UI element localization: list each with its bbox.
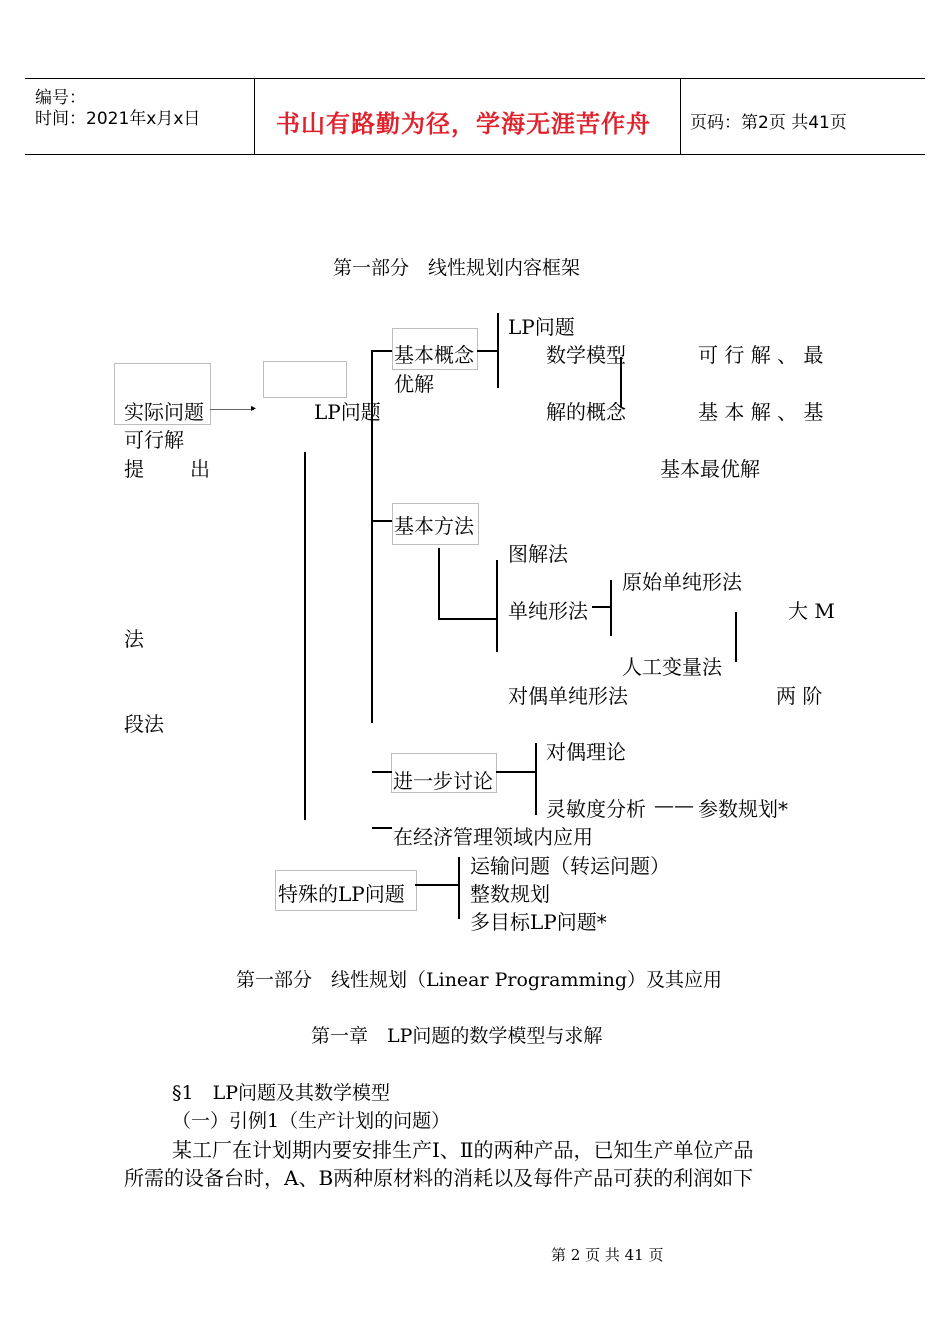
- arrow-head-icon: ▸: [251, 403, 257, 414]
- text-graphic: 图解法: [508, 542, 568, 566]
- brace-concepts: [497, 313, 499, 388]
- footer-page: 第 2 页 共 41 页: [551, 1246, 664, 1264]
- brace-further: [535, 743, 537, 815]
- text-basic-solution: 基 本 解 、 基: [698, 400, 824, 424]
- brace-simplex: [610, 580, 612, 636]
- text-two-phase: 两 阶: [776, 684, 823, 708]
- text-solution-concept: 解的概念: [546, 400, 626, 424]
- text-special: 特殊的LP问题: [278, 882, 405, 906]
- text-further: 进一步讨论: [393, 769, 493, 793]
- further-join: [496, 771, 536, 773]
- brace-concepts-join: [477, 350, 497, 352]
- spine-left: [304, 452, 306, 820]
- example-title: （一）引例1（生产计划的问题）: [172, 1110, 451, 1132]
- paragraph-line-2: 所需的设备台时，A、B两种原材料的消耗以及每件产品可获的利润如下: [124, 1166, 754, 1190]
- brace-special: [458, 857, 460, 919]
- paragraph-line-1: 某工厂在计划期内要安排生产Ⅰ、Ⅱ的两种产品，已知生产单位产品: [172, 1138, 754, 1162]
- methods-across: [438, 618, 498, 620]
- text-fa: 法: [124, 627, 144, 651]
- text-feasible-optimal: 可 行 解 、 最: [698, 343, 824, 367]
- serial-label: 编号：: [35, 88, 86, 108]
- special-join: [415, 884, 460, 886]
- text-application: 在经济管理领域内应用: [393, 825, 593, 849]
- text-shiji: 实际问题: [124, 400, 204, 424]
- arrow-line: [210, 409, 254, 410]
- text-original-simplex: 原始单纯形法: [622, 570, 742, 594]
- text-dash: ——: [654, 793, 694, 817]
- text-duanfa: 段法: [124, 712, 164, 736]
- brace-methods: [496, 560, 498, 652]
- text-basic-optimal: 基本最优解: [660, 457, 760, 481]
- simplex-join: [592, 606, 612, 608]
- text-basic-concepts: 基本概念: [394, 343, 474, 367]
- text-big-m: 大 M: [788, 599, 835, 623]
- text-basic-methods: 基本方法: [394, 514, 474, 538]
- text-integer: 整数规划: [470, 882, 550, 906]
- text-sensitivity: 灵敏度分析: [546, 797, 646, 821]
- text-lp-problem: LP问题: [314, 400, 381, 424]
- text-parametric: 参数规划*: [698, 797, 788, 821]
- header-top-rule: [25, 78, 925, 79]
- text-you-jie: 优解: [394, 372, 434, 396]
- text-duality: 对偶理论: [546, 740, 626, 764]
- branch-further: [372, 771, 392, 773]
- header-divider-left: [254, 78, 255, 155]
- branch-concepts: [372, 350, 392, 352]
- box-lp: [263, 361, 347, 398]
- text-math-model: 数学模型: [546, 343, 626, 367]
- text-dual-simplex: 对偶单纯形法: [508, 684, 628, 708]
- part-title: 第一部分 线性规划（Linear Programming）及其应用: [236, 969, 723, 991]
- chapter-title: 第一章 LP问题的数学模型与求解: [311, 1025, 603, 1047]
- header-bottom-rule: [25, 154, 925, 155]
- text-artificial: 人工变量法: [622, 655, 722, 679]
- header-divider-right: [680, 78, 681, 155]
- text-kexingjie: 可行解: [124, 428, 184, 452]
- branch-application: [372, 827, 392, 829]
- text-tichu-1: 提: [124, 457, 144, 481]
- branch-methods: [372, 520, 392, 522]
- time-label: 时间：2021年x月x日: [35, 109, 201, 129]
- framework-title: 第一部分 线性规划内容框架: [333, 257, 581, 279]
- text-simplex: 单纯形法: [508, 599, 588, 623]
- text-multi: 多目标LP问题*: [470, 910, 607, 934]
- section-title: §1 LP问题及其数学模型: [172, 1082, 390, 1104]
- text-concept-lp: LP问题: [508, 315, 575, 339]
- brace-artificial: [735, 612, 737, 662]
- text-transport: 运输问题（转运问题）: [470, 854, 670, 878]
- page-label: 页码：第2页 共41页: [690, 113, 847, 133]
- header-motto: 书山有路勤为径，学海无涯苦作舟: [276, 110, 651, 138]
- methods-down: [438, 548, 440, 620]
- text-tichu-2: 出: [190, 457, 210, 481]
